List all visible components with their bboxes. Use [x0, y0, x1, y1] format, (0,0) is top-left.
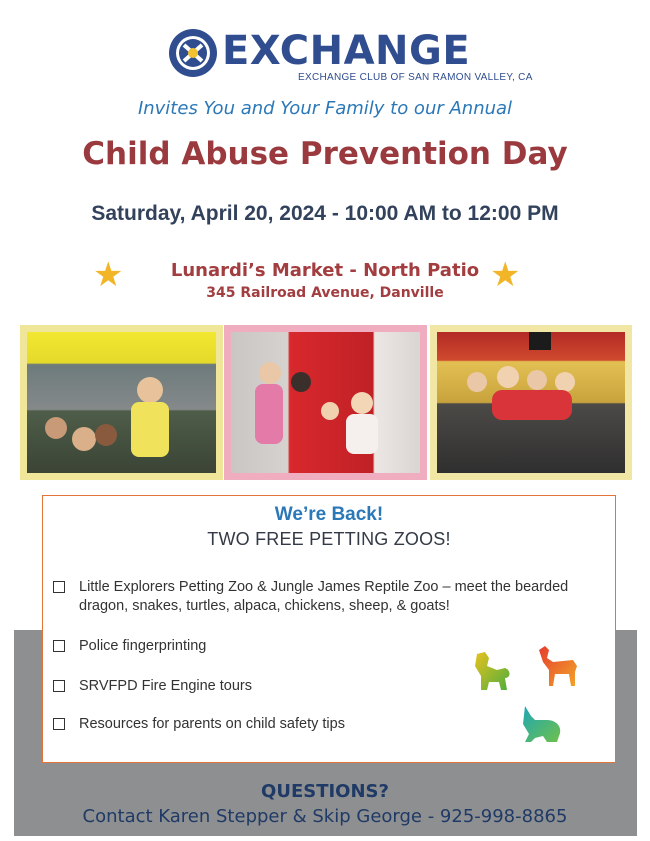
- goat-icon: [533, 642, 581, 690]
- checkbox-icon: [53, 640, 65, 652]
- list-item: Resources for parents on child safety tips: [53, 715, 573, 734]
- venue-address: 345 Railroad Avenue, Danville: [206, 285, 444, 301]
- contact-line: Contact Karen Stepper & Skip George - 925-998-8865: [82, 806, 568, 827]
- club-name: EXCHANGE CLUB OF SAN RAMON VALLEY, CA: [298, 72, 533, 83]
- checkbox-icon: [53, 718, 65, 730]
- engine-number-plate: [529, 332, 551, 350]
- event-title: Child Abuse Prevention Day: [82, 136, 568, 172]
- were-back-heading: We’re Back!: [274, 504, 384, 525]
- checkbox-icon: [53, 680, 65, 692]
- exchange-club-seal-icon: [168, 28, 218, 78]
- list-item: Police fingerprinting: [53, 637, 573, 656]
- star-icon: ★: [490, 256, 521, 294]
- list-item: Little Explorers Petting Zoo & Jungle James Reptile Zoo – meet the bearded dragon, snakes, turtles, alpaca, chickens, sheep, & goats!: [53, 578, 573, 616]
- red-barn-children-photo: [224, 325, 427, 480]
- venue-name: Lunardi’s Market - North Patio: [170, 260, 480, 281]
- exchange-logo: [168, 28, 533, 84]
- event-datetime: Saturday, April 20, 2024 - 10:00 AM to 12:00 PM: [91, 202, 559, 225]
- fire-engine-children-photo: [430, 325, 632, 480]
- invite-line: Invites You and Your Family to our Annual: [137, 98, 513, 119]
- questions-heading: QUESTIONS?: [261, 781, 389, 802]
- star-icon: ★: [93, 256, 124, 294]
- logo-wordmark: EXCHANGE: [222, 28, 471, 74]
- petting-zoos-heading: TWO FREE PETTING ZOOS!: [207, 529, 451, 549]
- checkbox-icon: [53, 581, 65, 593]
- petting-zoo-tent-photo: [20, 325, 223, 480]
- dog-icon: [467, 648, 515, 696]
- rabbit-icon: [517, 704, 565, 744]
- activities-box: [42, 495, 616, 763]
- list-item: SRVFPD Fire Engine tours: [53, 677, 573, 696]
